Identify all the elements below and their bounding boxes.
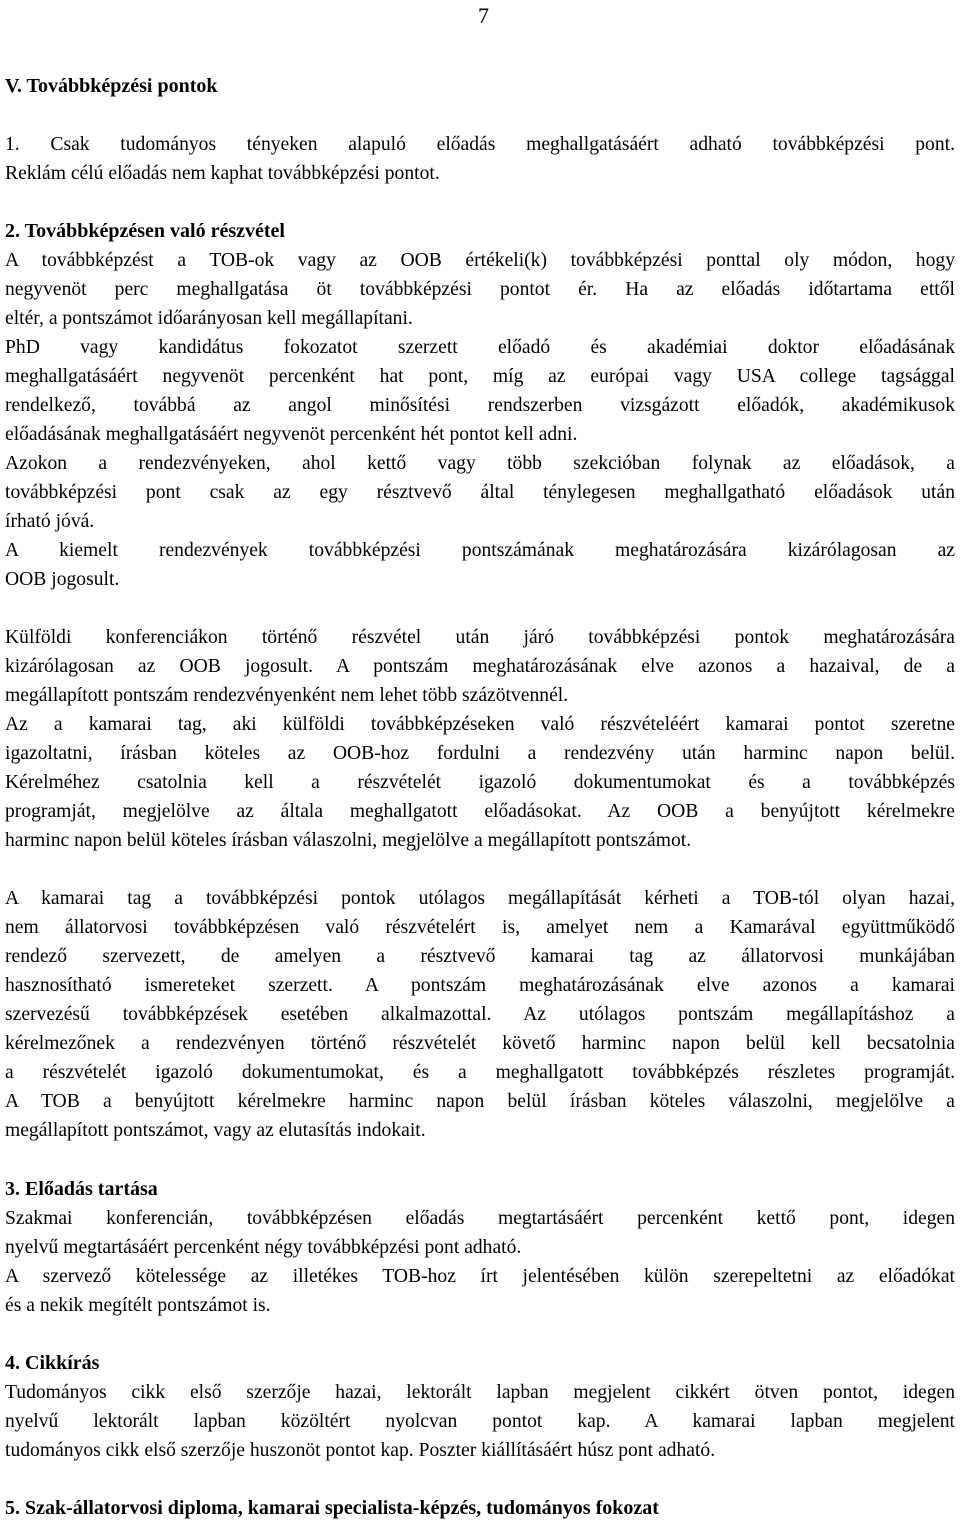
paragraph-line: PhD vagy kandidátus fokozatot szerzett előadó és akadémiai doktor előadásának <box>5 337 955 358</box>
paragraph-line: programját, megjelölve az általa meghallgatott előadásokat. Az OOB a benyújtott kérelmekre <box>5 801 955 822</box>
paragraph-line: A kamarai tag a továbbképzési pontok utólagos megállapítását kérheti a TOB-tól olyan hazai, <box>5 888 955 909</box>
paragraph-line: Tudományos cikk első szerzője hazai, lektorált lapban megjelent cikkért ötven pontot, idegen <box>5 1382 955 1403</box>
paragraph-line: kérelmezőnek a rendezvényen történő részvételét követő harminc napon belül kell becsatolnia <box>5 1033 955 1054</box>
subsection-heading-4: 4. Cikkírás <box>5 1352 100 1374</box>
paragraph-line: rendelkező, továbbá az angol minősítési rendszerben vizsgázott előadók, akadémikusok <box>5 395 955 416</box>
paragraph-line: Azokon a rendezvényeken, ahol kettő vagy több szekcióban folynak az előadások, a <box>5 453 955 474</box>
paragraph-line: A kiemelt rendezvények továbbképzési pontszámának meghatározására kizárólagosan az <box>5 540 955 561</box>
paragraph-line: Reklám célú előadás nem kaphat továbbképzési pontot. <box>5 163 440 184</box>
paragraph-8 <box>5 884 955 1145</box>
paragraph-10 <box>5 1262 955 1320</box>
paragraph-2 <box>5 246 955 333</box>
paragraph-4 <box>5 449 955 536</box>
paragraph-line: rendező szervezett, de amelyen a résztvevő kamarai tag az állatorvosi munkájában <box>5 946 955 967</box>
paragraph-line: nyelvű lektorált lapban közöltért nyolcvan pontot kap. A kamarai lapban megjelent <box>5 1411 955 1432</box>
paragraph-line: harminc napon belül köteles írásban válaszolni, megjelölve a megállapított pontszámot. <box>5 830 692 851</box>
paragraph-line: eltér, a pontszámot időarányosan kell megállapítani. <box>5 308 413 329</box>
paragraph-line: OOB jogosult. <box>5 569 120 590</box>
paragraph-line: meghallgatásáért negyvenöt percenként hat pont, míg az európai vagy USA college tagsággal <box>5 366 955 387</box>
paragraph-5 <box>5 536 955 594</box>
paragraph-line: A szervező kötelessége az illetékes TOB-hoz írt jelentésében külön szerepeltetni az előadókat <box>5 1266 955 1287</box>
paragraph-line: A TOB a benyújtott kérelmekre harminc napon belül írásban köteles válaszolni, megjelölve a <box>5 1091 955 1112</box>
subsection-heading-2: 2. Továbbképzésen való részvétel <box>5 220 285 242</box>
paragraph-line: 1. Csak tudományos tényeken alapuló előadás meghallgatásáért adható továbbképzési pont. <box>5 134 955 155</box>
paragraph-11 <box>5 1378 955 1465</box>
paragraph-line: hasznosítható ismereteket szerzett. A pontszám meghatározásának elve azonos a kamarai <box>5 975 955 996</box>
paragraph-line: szervezésű továbbképzések esetében alkalmazottal. Az utólagos pontszám megállapításhoz a <box>5 1004 955 1025</box>
paragraph-line: Az a kamarai tag, aki külföldi továbbképzéseken való részvételéért kamarai pontot szeretne <box>5 714 955 735</box>
paragraph-6 <box>5 623 955 710</box>
paragraph-3 <box>5 333 955 449</box>
paragraph-line: nyelvű megtartásáért percenként négy továbbképzési pont adható. <box>5 1237 522 1258</box>
paragraph-line: negyvenöt perc meghallgatása öt továbbképzési pontot ér. Ha az előadás időtartama ettől <box>5 279 955 300</box>
paragraph-line: tudományos cikk első szerzője huszonöt pontot kap. Poszter kiállításáért húsz pont adható. <box>5 1440 716 1461</box>
paragraph-line: megállapított pontszámot, vagy az elutasítás indokait. <box>5 1120 426 1141</box>
paragraph-9 <box>5 1204 955 1262</box>
section-title: V. Továbbképzési pontok <box>5 75 218 97</box>
paragraph-line: írható jóvá. <box>5 511 95 532</box>
paragraph-line: és a nekik megítélt pontszámot is. <box>5 1295 271 1316</box>
paragraph-line: Külföldi konferenciákon történő részvétel után járó továbbképzési pontok meghatározására <box>5 627 955 648</box>
paragraph-line: továbbképzési pont csak az egy résztvevő által ténylegesen meghallgatható előadások után <box>5 482 955 503</box>
subsection-heading-5: 5. Szak-állatorvosi diploma, kamarai specialista-képzés, tudományos fokozat <box>5 1497 659 1519</box>
paragraph-line: megállapított pontszám rendezvényenként nem lehet több százötvennél. <box>5 685 569 706</box>
paragraph-line: Kérelméhez csatolnia kell a részvételét igazoló dokumentumokat és a továbbképzés <box>5 772 955 793</box>
paragraph-7 <box>5 710 955 855</box>
paragraph-line: Szakmai konferencián, továbbképzésen előadás megtartásáért percenként kettő pont, idegen <box>5 1208 955 1229</box>
paragraph-line: igazoltatni, írásban köteles az OOB-hoz fordulni a rendezvény után harminc napon belül. <box>5 743 955 764</box>
paragraph-1 <box>5 130 955 188</box>
page-number: 7 <box>478 3 489 28</box>
paragraph-line: előadásának meghallgatásáért negyvenöt percenként hét pontot kell adni. <box>5 424 578 445</box>
paragraph-line: a részvételét igazoló dokumentumokat, és a meghallgatott továbbképzés részletes programját. <box>5 1062 955 1083</box>
paragraph-line: A továbbképzést a TOB-ok vagy az OOB értékeli(k) továbbképzési ponttal oly módon, hogy <box>5 250 955 271</box>
paragraph-line: kizárólagosan az OOB jogosult. A pontszám meghatározásának elve azonos a hazaival, de a <box>5 656 955 677</box>
paragraph-line: nem állatorvosi továbbképzésen való részvételért is, amelyet nem a Kamarával együttműködő <box>5 917 955 938</box>
subsection-heading-3: 3. Előadás tartása <box>5 1178 158 1200</box>
